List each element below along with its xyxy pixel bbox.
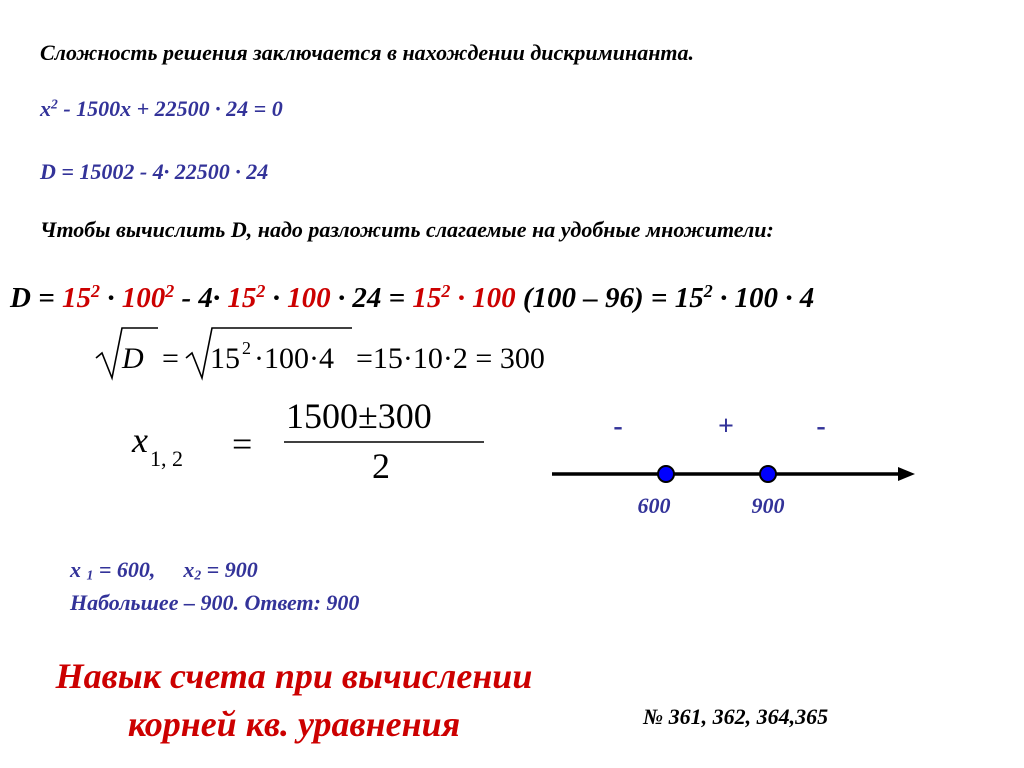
sqrt-formula <box>90 322 610 382</box>
skill-title <box>0 652 588 748</box>
point-600 <box>658 466 674 482</box>
d-part: · 24 = <box>330 282 413 314</box>
final-answer: Набольшее – 900. Ответ: 900 <box>70 590 360 615</box>
d-part: · <box>265 282 288 314</box>
roots-x: x <box>132 420 148 460</box>
d-red-part: 100 <box>287 282 331 314</box>
sqrt-term-b: ·100·4 <box>254 342 334 375</box>
ans-v2: = 900 <box>201 557 258 582</box>
roots-sub: 1, 2 <box>150 446 183 471</box>
d-part: · 100 · 4 <box>712 282 815 314</box>
d-red-exp: 2 <box>256 281 266 302</box>
sqrt-equals: = <box>162 342 179 375</box>
d-red-part: 15 <box>61 282 91 314</box>
d-part: D = <box>10 282 62 314</box>
d-red-exp: 2 <box>165 281 175 302</box>
sign-minus-right: - <box>816 411 826 442</box>
intro-text: Сложность решения заключается в нахождении дискриминанта. <box>40 40 695 65</box>
eq1-exp: 2 <box>51 96 58 112</box>
label-900: 900 <box>751 493 785 518</box>
axis-arrow-icon <box>898 467 915 481</box>
d-red-exp: 2 <box>90 281 100 302</box>
eq1-x: x <box>40 96 51 121</box>
d-part: (100 – 96) = 15 <box>515 282 704 314</box>
d-red-part: 15 <box>412 282 442 314</box>
hint-text: Чтобы вычислить D, надо разложить слагаемые на удобные множители: <box>40 217 774 242</box>
equation-quadratic <box>40 96 283 122</box>
roots-formula <box>120 388 500 488</box>
ans-s2: 2 <box>194 567 202 583</box>
roots-numerator: 1500±300 <box>286 396 432 436</box>
ans-s1: 1 <box>86 567 94 583</box>
roots-denominator: 2 <box>372 446 390 486</box>
d-red-part: 15 <box>227 282 257 314</box>
skill-line-2: корней кв. уравнения <box>127 704 461 744</box>
d-part: · <box>99 282 122 314</box>
sqrt-term-a: 15 <box>210 342 240 375</box>
point-900 <box>760 466 776 482</box>
label-600: 600 <box>637 493 671 518</box>
roots-equals: = <box>232 424 253 464</box>
sign-plus: + <box>718 411 734 442</box>
equation-discriminant: D = 15002 - 4· 22500 · 24 <box>40 159 269 184</box>
skill-line-1: Навык счета при вычислении <box>55 656 533 696</box>
d-part: - 4· <box>174 282 228 314</box>
exercise-refs: № 361, 362, 364,365 <box>643 704 829 729</box>
ans-x1: x <box>70 557 81 582</box>
d-red-part: 100 <box>121 282 166 314</box>
discriminant-expansion <box>10 282 814 315</box>
sqrt-result: =15·10·2 = 300 <box>356 342 545 375</box>
sqrt-term-a-exp: 2 <box>242 338 251 358</box>
ans-x2: x <box>183 557 195 582</box>
sqrt-d: D <box>122 342 144 375</box>
d-red-part: · 100 <box>450 282 516 314</box>
roots-answer <box>70 557 258 583</box>
d-red-exp: 2 <box>441 281 451 302</box>
eq1-rest: - 1500x + 22500 · 24 = 0 <box>57 96 283 121</box>
sign-minus-left: - <box>613 411 623 442</box>
number-line <box>540 405 930 525</box>
ans-v1: = 600, <box>93 557 156 582</box>
d-exp: 2 <box>703 281 713 302</box>
